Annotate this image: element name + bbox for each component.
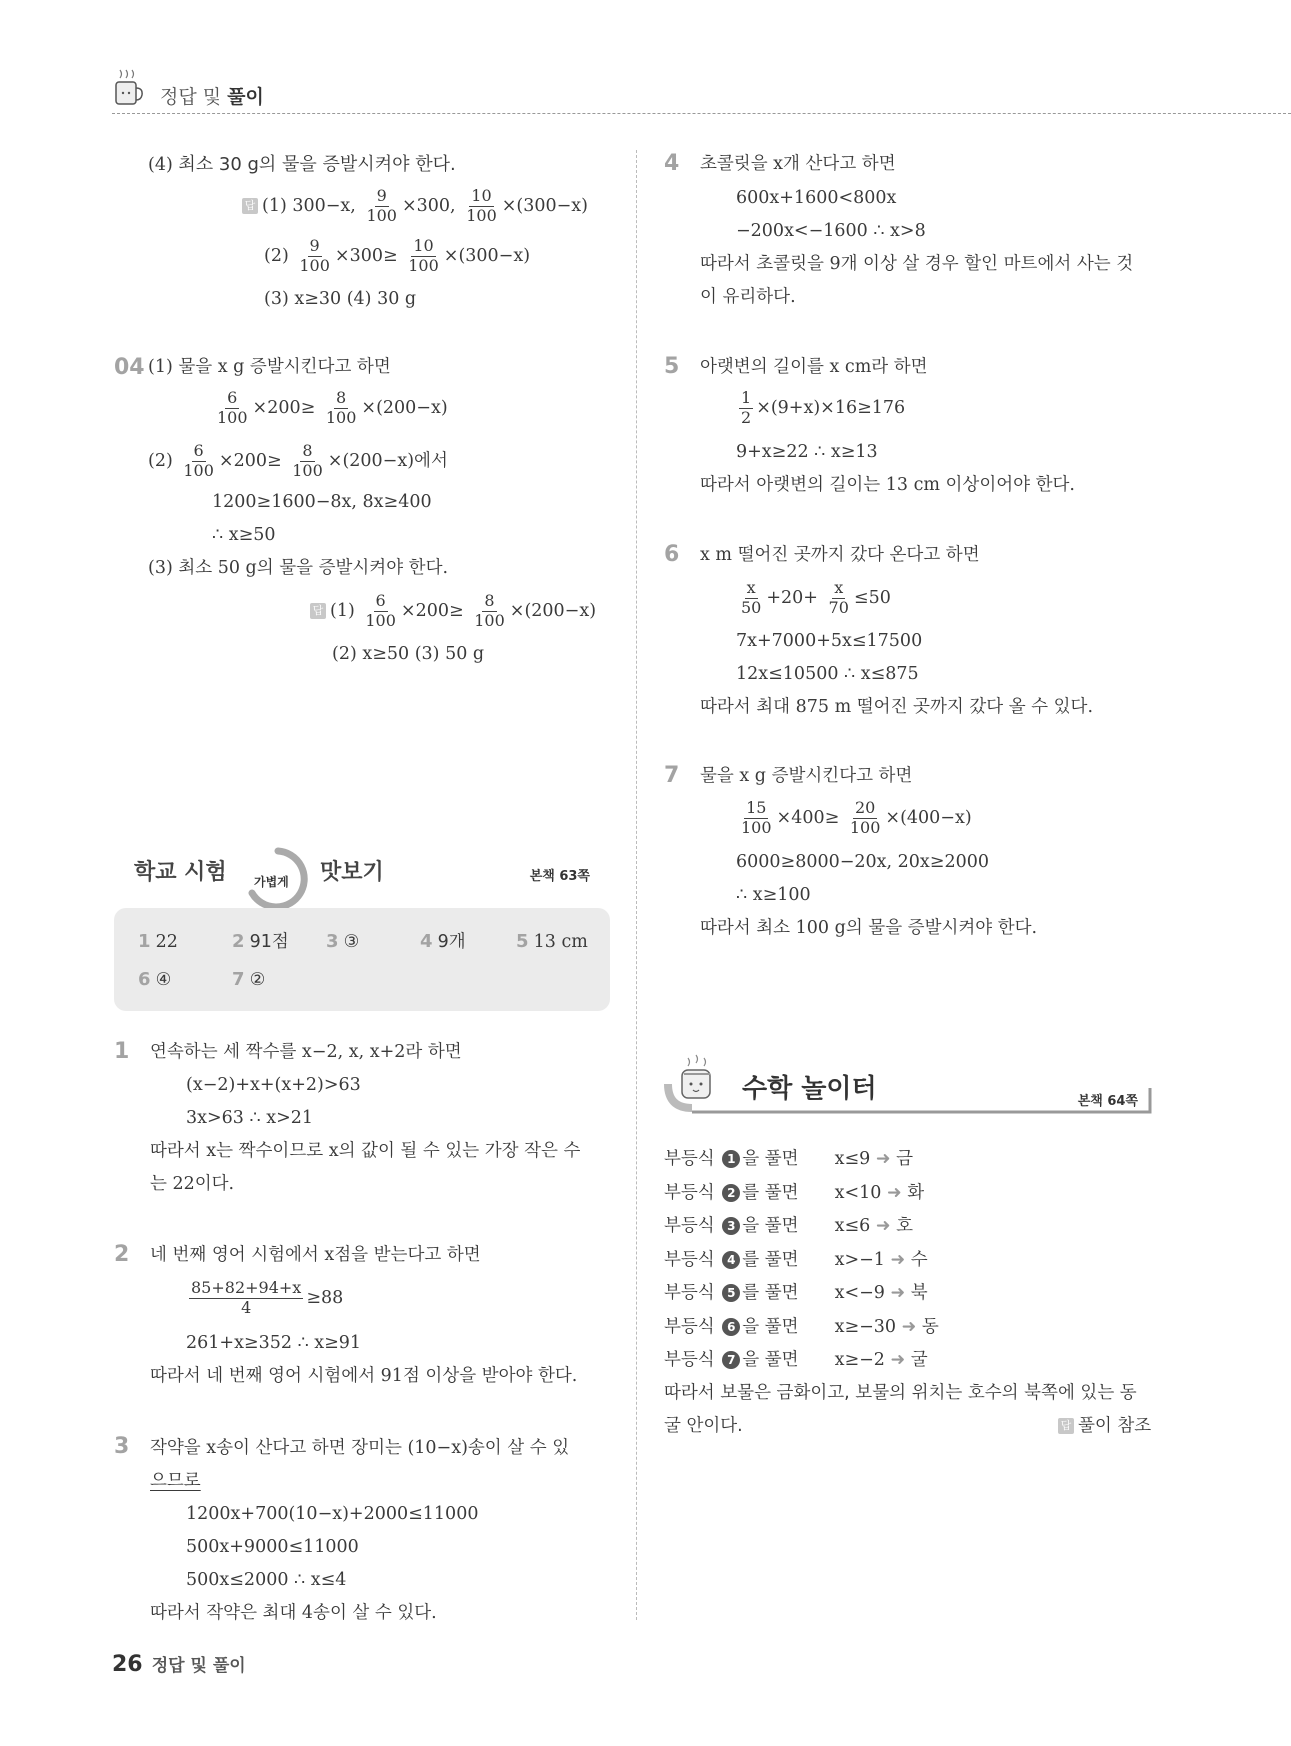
circled-number-icon: 5 [722, 1284, 740, 1302]
arrow-right-icon: ➜ [875, 1149, 891, 1169]
problem-6-number: 6 [664, 542, 680, 567]
q5-line3: 9+x≥22 ∴ x≥13 [736, 442, 878, 462]
p03-4-line: (4) 최소 30 g의 물을 증발시켜야 한다. [148, 154, 456, 175]
q2-line2: $\frac{85+82+94+x}{4}$ ≥88 [191, 1278, 344, 1317]
answer-item: 2 91점 [232, 931, 289, 952]
arrow-right-icon: ➜ [875, 1216, 891, 1236]
q6-line3: 7x+7000+5x≤17500 [736, 631, 923, 651]
arrow-right-icon: ➜ [886, 1182, 902, 1203]
answer-item: 3 ③ [326, 931, 360, 952]
banner-title-b: 맛보기 [320, 860, 384, 885]
q6-line2: $\frac{x}{50}$ +20+ $\frac{x}{70}$ ≤50 [741, 578, 891, 617]
problem-7-number: 7 [664, 763, 680, 788]
answer-box [114, 908, 610, 1011]
inequality-row: 부등식 3 을 풀면 x≤6 ➜ 호 [664, 1216, 913, 1236]
q5-line4: 따라서 아랫변의 길이는 13 cm 이상이어야 한다. [700, 475, 1075, 495]
q3-line3: 1200x+700(10−x)+2000≤11000 [186, 1504, 479, 1524]
inequality-row: 부등식 7 을 풀면 x≥−2 ➜ 굴 [664, 1350, 928, 1370]
answer-03-line1: 답 (1) 300−x, $\frac{9}{100}$ ×300, $\frac{10}{100}$ ×(300−x) [242, 188, 588, 225]
circled-number-icon: 2 [722, 1184, 740, 1202]
q1-line2: (x−2)+x+(x+2)>63 [186, 1075, 361, 1095]
problem-5-number: 5 [664, 354, 680, 379]
header-title-b: 풀이 [227, 86, 264, 108]
q6-line4: 12x≤10500 ∴ x≤875 [736, 664, 919, 684]
q5-line1: 아랫변의 길이를 x cm라 하면 [700, 357, 928, 377]
page-number: 26 [112, 1652, 143, 1677]
problem-04-number: 04 [114, 355, 145, 380]
answer-item: 1 22 [138, 931, 178, 952]
q4-line2: 600x+1600<800x [736, 188, 897, 208]
mascot-icon [672, 1050, 722, 1106]
q7-line5: 따라서 최소 100 g의 물을 증발시켜야 한다. [700, 918, 1038, 938]
q3-line1: 작약을 x송이 산다고 하면 장미는 (10−x)송이 살 수 있 [150, 1438, 570, 1458]
q3-line2: 으므로 [150, 1471, 201, 1491]
q1-line4: 따라서 x는 짝수이므로 x의 값이 될 수 있는 가장 작은 수 [150, 1141, 581, 1161]
circled-number-icon: 3 [722, 1217, 740, 1235]
p04-line5: ∴ x≥50 [212, 525, 276, 545]
answer-03-line2: (2) $\frac{9}{100}$ ×300≥ $\frac{10}{100}$ ×(300−x) [264, 236, 531, 275]
header-rule [112, 113, 1291, 114]
circled-number-icon: 4 [722, 1251, 740, 1269]
inequality-row: 부등식 5 를 풀면 x<−9 ➜ 북 [664, 1283, 928, 1303]
footer-label: 정답 및 풀이 [151, 1656, 246, 1676]
p04-line4: 1200≥1600−8x, 8x≥400 [212, 492, 432, 512]
q3-line5: 500x≤2000 ∴ x≤4 [186, 1570, 347, 1590]
inequality-row: 부등식 6 을 풀면 x≥−30 ➜ 동 [664, 1316, 939, 1337]
q4-line1: 초콜릿을 x개 산다고 하면 [700, 154, 896, 174]
banner-badge: 가볍게 [254, 875, 289, 889]
circled-number-icon: 7 [722, 1351, 740, 1369]
footer [112, 1651, 246, 1677]
q7-line3: 6000≥8000−20x, 20x≥2000 [736, 852, 989, 872]
q2-line4: 따라서 네 번째 영어 시험에서 91점 이상을 받아야 한다. [150, 1366, 578, 1386]
arrow-right-icon: ➜ [901, 1316, 917, 1337]
inequality-row: 부등식 4 를 풀면 x>−1 ➜ 수 [664, 1249, 928, 1270]
q1-line3: 3x>63 ∴ x>21 [186, 1108, 313, 1128]
banner-ref: 본책 63쪽 [529, 869, 590, 884]
circled-number-icon: 6 [722, 1318, 740, 1336]
arrow-right-icon: ➜ [890, 1249, 906, 1270]
answer-04-line2: (2) x≥50 (3) 50 g [332, 644, 485, 664]
q5-line2: $\frac{1}{2}$ ×(9+x)×16≥176 [741, 388, 906, 427]
answer-item: 7 ② [232, 969, 266, 990]
playground-answer: 답 풀이 참조 [1058, 1418, 1151, 1436]
playground-banner-shape [662, 1048, 1158, 1120]
answer-mark-icon: 답 [310, 603, 326, 619]
problem-4-number: 4 [664, 151, 680, 176]
p04-line2: $\frac{6}{100}$ ×200≥ $\frac{8}{100}$ ×(200−x) [217, 388, 448, 427]
problem-1-number: 1 [114, 1039, 130, 1064]
playground-conclusion-2: 굴 안이다. [664, 1416, 743, 1436]
answer-item: 6 ④ [138, 969, 172, 990]
inequality-row: 부등식 1 을 풀면 x≤9 ➜ 금 [664, 1149, 913, 1169]
playground-ref: 본책 64쪽 [1077, 1094, 1138, 1109]
q2-line3: 261+x≥352 ∴ x≥91 [186, 1333, 362, 1353]
math-playground-banner [662, 1048, 1158, 1120]
answer-item: 5 13 cm [516, 931, 588, 952]
answer-item: 4 9개 [420, 931, 466, 952]
answer-04-line1: 답 (1) $\frac{6}{100}$ ×200≥ $\frac{8}{100}$ ×(200−x) [310, 593, 596, 630]
q4-line3: −200x<−1600 ∴ x>8 [736, 221, 926, 241]
column-divider [636, 150, 637, 1620]
q1-line1: 연속하는 세 짝수를 x−2, x, x+2라 하면 [150, 1042, 462, 1062]
header-title-a: 정답 및 [160, 86, 222, 108]
q3-line6: 따라서 작약은 최대 4송이 살 수 있다. [150, 1603, 437, 1623]
p04-line1: (1) 물을 x g 증발시킨다고 하면 [148, 357, 391, 377]
q4-line5: 이 유리하다. [700, 287, 796, 307]
q1-line5: 는 22이다. [150, 1174, 235, 1194]
inequality-row: 부등식 2 를 풀면 x<10 ➜ 화 [664, 1182, 925, 1203]
circled-number-icon: 1 [722, 1150, 740, 1168]
answer-03-line3: (3) x≥30 (4) 30 g [264, 289, 417, 309]
problem-2-number: 2 [114, 1242, 130, 1267]
header [0, 0, 1291, 120]
arrow-right-icon: ➜ [890, 1283, 906, 1303]
answer-mark-icon: 답 [1058, 1418, 1074, 1434]
q3-line4: 500x+9000≤11000 [186, 1537, 359, 1557]
q7-line1: 물을 x g 증발시킨다고 하면 [700, 766, 913, 786]
q6-line1: x m 떨어진 곳까지 갔다 온다고 하면 [700, 545, 980, 565]
coffee-cup-icon [110, 66, 146, 110]
problem-3-number: 3 [114, 1434, 130, 1459]
q4-line4: 따라서 초콜릿을 9개 이상 살 경우 할인 마트에서 사는 것 [700, 254, 1134, 274]
banner-title-a: 학교 시험 [134, 860, 227, 885]
school-test-banner [134, 845, 604, 905]
p04-line3: (2) $\frac{6}{100}$ ×200≥ $\frac{8}{100}$ ×(200−x)에서 [148, 441, 448, 480]
arrow-right-icon: ➜ [890, 1350, 906, 1370]
playground-title: 수학 놀이터 [742, 1074, 877, 1104]
q6-line5: 따라서 최대 875 m 떨어진 곳까지 갔다 올 수 있다. [700, 697, 1094, 717]
answer-mark-icon: 답 [242, 198, 258, 214]
p04-line6: (3) 최소 50 g의 물을 증발시켜야 한다. [148, 558, 449, 578]
q7-line2: $\frac{15}{100}$ ×400≥ $\frac{20}{100}$ ×(400−x) [741, 798, 972, 837]
q2-line1: 네 번째 영어 시험에서 x점을 받는다고 하면 [150, 1245, 481, 1265]
q7-line4: ∴ x≥100 [736, 885, 811, 905]
playground-conclusion-1: 따라서 보물은 금화이고, 보물의 위치는 호수의 북쪽에 있는 동 [664, 1383, 1137, 1403]
